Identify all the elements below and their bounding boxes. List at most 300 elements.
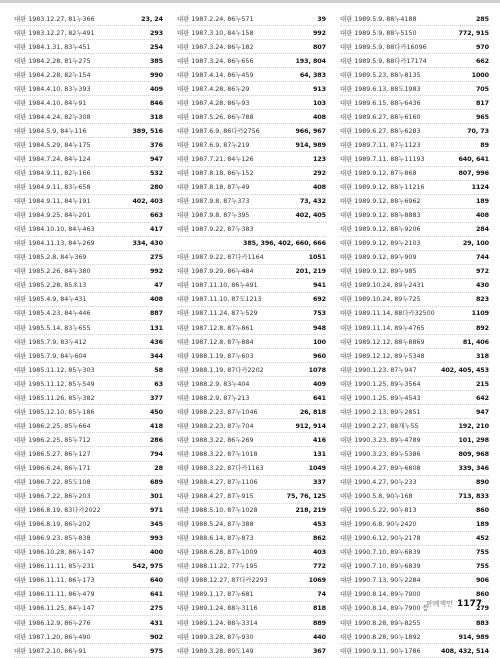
case-citation: 대판 1984.5.29, 84누175: [14, 140, 91, 149]
index-entry: [340, 82, 489, 96]
index-entry: [14, 26, 163, 40]
index-entry: [14, 68, 163, 82]
page-reference: 75, 76, 125: [286, 492, 326, 501]
index-entry: [14, 335, 163, 349]
case-citation: 대판 1986.7.22, 86누203: [14, 492, 91, 501]
page-reference: 377: [149, 393, 163, 402]
case-citation: 대판 1989.11.14, 88다카32500: [340, 309, 435, 318]
page-reference: 285: [475, 14, 489, 23]
index-entry: [340, 26, 489, 40]
case-citation: 대판 1989.9.12, 87누868: [340, 169, 417, 178]
page-reference: 436: [149, 337, 163, 346]
page-reference: 215: [475, 379, 489, 388]
index-entry: [14, 419, 163, 433]
page-reference: 334, 430: [132, 239, 163, 248]
case-citation: 대판 1987.2.10, 86누91: [14, 646, 87, 655]
case-citation: 대판 1989.1.24, 88누3314: [177, 618, 258, 627]
page-reference: 906: [475, 576, 489, 585]
case-citation: 대판 1986.2.25, 85누712: [14, 435, 91, 444]
page-reference: 1051: [308, 253, 326, 262]
case-citation: 대판 1984.4.24, 82누308: [14, 112, 91, 121]
page-reference: 403: [312, 548, 326, 557]
case-citation: 대판 1989.10.24, 89누725: [340, 295, 421, 304]
index-entry: [14, 54, 163, 68]
case-citation: 대판 1989.6.13, 88도1983: [340, 84, 421, 93]
case-citation: 대판 1990.5.22, 90누813: [340, 506, 417, 515]
index-entry: [340, 518, 489, 532]
case-citation: 대판 1987.9.22, 87누383: [177, 225, 254, 234]
page-reference: 663: [149, 211, 163, 220]
case-citation: 대판 1988.1.19, 87누603: [177, 351, 254, 360]
index-entry: [340, 476, 489, 490]
case-citation: 대판 1988.11.22, 77누195: [177, 562, 258, 571]
index-entry: [177, 68, 326, 82]
index-entry: [177, 349, 326, 363]
page-reference: 402, 405, 453: [440, 365, 489, 374]
page-reference: 689: [149, 478, 163, 487]
page-reference: 23, 24: [141, 14, 163, 23]
page-reference: 416: [312, 435, 326, 444]
case-citation: 대판 1987.12.8, 87누884: [177, 337, 254, 346]
case-citation: 대판 1989.11.14, 89누4765: [340, 323, 425, 332]
index-entry: [340, 546, 489, 560]
page-reference: 344: [149, 351, 163, 360]
case-citation: 대판 1984.2.28, 82누154: [14, 70, 91, 79]
index-entry: [14, 476, 163, 490]
case-citation: 대판 1989.10.24, 89누2431: [340, 281, 425, 290]
page-reference: 947: [149, 154, 163, 163]
index-entry: [177, 321, 326, 335]
index-entry: [177, 251, 326, 265]
case-citation: 대판 1987.9.8, 87누395: [177, 211, 250, 220]
page-reference: 286: [149, 435, 163, 444]
case-citation: 대판 1987.2.24, 86누571: [177, 14, 254, 23]
case-citation: 대판 1987.6.9, 86다카2756: [177, 126, 260, 135]
page-reference: 662: [475, 56, 489, 65]
index-entry: [340, 265, 489, 279]
case-citation: 대판 1989.9.12, 88누11216: [340, 183, 425, 192]
case-citation: 대판 1987.11.10, 87도1213: [177, 295, 262, 304]
case-citation: 대판 1990.2.27, 88재누55: [340, 421, 419, 430]
page-reference: 1049: [308, 464, 326, 472]
index-entry: [14, 321, 163, 335]
index-entry: [340, 616, 489, 630]
index-entry: [177, 433, 326, 447]
index-entry: [340, 391, 489, 405]
page-reference: 947: [475, 407, 489, 416]
case-citation: 대판 1986.10.28, 86누147: [14, 548, 95, 557]
case-citation: 대판 1990.3.23, 89누5386: [340, 449, 421, 458]
index-entry: [340, 54, 489, 68]
case-citation: 대판 1989.9.12, 89누909: [340, 253, 417, 262]
index-entry: [14, 265, 163, 279]
case-citation: 대판 1989.5.9, 88누4188: [340, 14, 417, 23]
page-reference: 292: [312, 169, 326, 178]
index-entry: [14, 138, 163, 152]
page-reference: 192, 210: [458, 421, 489, 430]
page-reference: 70, 73: [467, 126, 489, 135]
page-reference: 201, 219: [295, 267, 326, 276]
page-reference: 640, 641: [458, 154, 489, 163]
case-citation: 대판 1984.9.11, 82누166: [14, 169, 91, 178]
index-entry: [177, 335, 326, 349]
page-reference: 301: [149, 492, 163, 501]
index-entry: [177, 504, 326, 518]
page-reference: 279: [475, 604, 489, 613]
index-entry: [177, 152, 326, 166]
case-citation: 대판 1987.4.28, 86누29: [177, 84, 250, 93]
page-reference: 275: [149, 604, 163, 613]
case-citation: 대판 1988.4.27, 87누915: [177, 492, 254, 501]
page-reference: 640: [149, 576, 163, 585]
page-reference: 883: [475, 618, 489, 627]
index-entry: [14, 209, 163, 223]
index-entry: [340, 138, 489, 152]
index-entry: [14, 82, 163, 96]
case-citation: 대판 1990.1.25, 89누3564: [340, 379, 421, 388]
case-citation: 대판 1987.9.8, 87누373: [177, 197, 250, 206]
index-entry: [177, 560, 326, 574]
index-entry: [340, 419, 489, 433]
index-entry: [177, 546, 326, 560]
case-citation: 대판 1984.9.11, 84누191: [14, 197, 91, 206]
page-reference: 402, 405: [295, 211, 326, 220]
index-entry: [340, 152, 489, 166]
index-entry: [14, 279, 163, 293]
page-reference: 772, 915: [458, 28, 489, 37]
index-entry: [14, 518, 163, 532]
case-citation: 대판 1990.8.14, 89누7900 등: [340, 604, 429, 613]
page-reference: 641: [312, 393, 326, 402]
case-citation: 대판 1989.7.11, 88누11193: [340, 154, 425, 163]
case-citation: 대판 1990.7.10, 89누6839: [340, 562, 421, 571]
index-entry: [340, 279, 489, 293]
index-entry: [340, 321, 489, 335]
index-entry: [14, 644, 163, 658]
case-citation: 대판 1988.3.22, 86누269: [177, 435, 254, 444]
page-reference: 275: [149, 253, 163, 262]
index-entry: [14, 616, 163, 630]
page-reference: 960: [312, 351, 326, 360]
case-citation: 대판 1986.9.23, 85누838: [14, 534, 91, 543]
page-reference: 966, 967: [295, 126, 326, 135]
page-reference: 337: [312, 478, 326, 487]
case-citation: 대판 1985.7.9, 83누412: [14, 337, 87, 346]
page-reference: 400: [149, 548, 163, 557]
page-reference: 887: [149, 309, 163, 318]
index-entry: [340, 433, 489, 447]
page-reference: 101, 298: [458, 435, 489, 444]
page-reference: 744: [475, 253, 489, 262]
index-entry: [177, 616, 326, 630]
case-citation: 대판 1987.3.24, 86누182: [177, 42, 254, 51]
index-entry: [340, 462, 489, 476]
case-citation: 대판 1987.1.20, 86누490: [14, 632, 91, 641]
page-reference: 47: [154, 281, 163, 290]
page-reference: 28: [154, 464, 163, 472]
case-citation: 대판 1989.9.12, 89누985: [340, 267, 417, 276]
case-citation: 대판 1984.2.28, 81누275: [14, 56, 91, 65]
page-reference: 860: [475, 590, 489, 599]
index-entry: [177, 419, 326, 433]
page-reference: 817: [475, 98, 489, 107]
page-reference: 972: [475, 267, 489, 276]
case-citation: 대판 1987.9.29, 86누484: [177, 267, 254, 276]
page-reference: 280: [149, 183, 163, 192]
page-reference: 189: [475, 520, 489, 529]
index-entry: [14, 363, 163, 377]
case-citation: 대판 1989.9.12, 88누9206: [340, 225, 421, 234]
index-entry: [177, 462, 326, 476]
case-citation: 대판 1986.5.27, 86누127: [14, 449, 91, 458]
page-reference: 26, 818: [299, 407, 326, 416]
case-citation: 대판 1988.5.10, 87누1028: [177, 506, 258, 515]
page-reference: 823: [475, 295, 489, 304]
index-entry: [177, 40, 326, 54]
index-entry: [14, 504, 163, 518]
page-reference: 39: [317, 14, 326, 23]
index-entry: [14, 96, 163, 110]
page-reference: 992: [149, 267, 163, 276]
index-entry: [14, 546, 163, 560]
case-citation: 대판 1988.2.9, 87누213: [177, 393, 250, 402]
case-citation: 대판 1988.2.23, 87누704: [177, 421, 254, 430]
index-entry: [14, 433, 163, 447]
index-entry: [340, 293, 489, 307]
case-citation: 대판 1985.4.23, 84누446: [14, 309, 91, 318]
case-citation: 대판 1989.6.15, 88누6436: [340, 98, 421, 107]
case-citation: 대판 1987.5.26, 86누788: [177, 112, 254, 121]
index-entry: [340, 195, 489, 209]
index-entry: [340, 124, 489, 138]
case-citation: 대판 1990.8.28, 89누8255: [340, 618, 421, 627]
page-reference: 818: [312, 604, 326, 613]
index-entry: [14, 377, 163, 391]
case-citation: 대판 1989.1.24, 88누3116: [177, 604, 258, 613]
case-citation: 대판 1988.5.24, 87누388: [177, 520, 254, 529]
index-entry: [14, 110, 163, 124]
page-reference: 218, 219: [295, 506, 326, 515]
case-citation: 대판 1986.11.25, 84누147: [14, 604, 95, 613]
case-citation: 대판 1984.11.13, 84누269: [14, 239, 95, 248]
case-citation: 대판 1990.6.12, 90누2178: [340, 534, 421, 543]
page-reference: 794: [149, 449, 163, 458]
index-entry: [177, 447, 326, 461]
case-index-columns: [14, 12, 490, 658]
page-reference: 318: [475, 351, 489, 360]
index-entry: [177, 293, 326, 307]
page-reference: 753: [312, 309, 326, 318]
page-reference: 385, 396, 402, 660, 666: [242, 239, 326, 248]
index-entry: [177, 110, 326, 124]
case-citation: 대판 1987.9.22, 87다카1164: [177, 253, 264, 262]
index-entry: [340, 349, 489, 363]
page-reference: 417: [149, 225, 163, 234]
page-reference: 990: [149, 70, 163, 79]
page-reference: 409: [312, 379, 326, 388]
top-rule: [0, 0, 500, 3]
case-citation: 대판 1984.4.10, 83누393: [14, 84, 91, 93]
case-citation: 대판 1990.4.27, 90누233: [340, 478, 417, 487]
index-entry: [340, 630, 489, 644]
case-citation: 대판 1987.8.18, 86누152: [177, 169, 254, 178]
case-citation: 대판 1985.12.10, 85누186: [14, 407, 95, 416]
page-reference: 860: [475, 506, 489, 515]
page-reference: 64, 383: [299, 70, 326, 79]
index-entry: [14, 195, 163, 209]
index-entry: [340, 223, 489, 237]
case-citation: 대판 1985.11.12, 85누549: [14, 379, 95, 388]
index-entry: [177, 265, 326, 279]
index-entry: [177, 96, 326, 110]
page-reference: 408: [312, 183, 326, 192]
index-entry: [177, 181, 326, 195]
page-reference: 103: [312, 98, 326, 107]
index-entry: [14, 405, 163, 419]
index-entry: [177, 574, 326, 588]
page-reference: 408: [312, 112, 326, 121]
index-entry: [340, 363, 489, 377]
index-entry: [340, 490, 489, 504]
case-citation: 대판 1986.8.19, 83다카2022: [14, 506, 101, 515]
page-reference: 913: [312, 84, 326, 93]
case-citation: 대판 1985.2.28, 85초13: [14, 281, 87, 290]
page-reference: 389, 516: [132, 126, 163, 135]
page-reference: 385: [149, 56, 163, 65]
page-reference: 755: [475, 548, 489, 557]
page-reference: 772: [312, 562, 326, 571]
case-citation: 대판 1985.5.14, 83누655: [14, 323, 91, 332]
index-entry: [177, 82, 326, 96]
index-entry: [340, 560, 489, 574]
case-citation: 대판 1990.6.8, 90누2420: [340, 520, 417, 529]
page-reference: 450: [149, 407, 163, 416]
page-reference: 862: [312, 534, 326, 543]
page-reference: 1124: [471, 183, 489, 192]
case-citation: 대판 1987.4.28, 86누93: [177, 98, 250, 107]
index-entry: [14, 152, 163, 166]
index-entry: [340, 532, 489, 546]
case-citation: 대판 1989.12.12, 89누5348: [340, 351, 425, 360]
case-citation: 대판 1987.4.14, 86누459: [177, 70, 254, 79]
index-entry: [340, 237, 489, 251]
case-citation: 대판 1990.5.8, 90누168: [340, 492, 413, 501]
case-citation: 대판 1985.2.26, 84누380: [14, 267, 91, 276]
case-citation: 대판 1984.5.9, 84누116: [14, 126, 87, 135]
index-entry: [14, 602, 163, 616]
index-entry: [340, 335, 489, 349]
case-citation: 대판 1990.1.25, 89누4543: [340, 393, 421, 402]
case-citation: 대판 1984.10.10, 84누463: [14, 225, 95, 234]
page-reference: 692: [312, 295, 326, 304]
index-entry: [14, 181, 163, 195]
index-entry: [14, 560, 163, 574]
case-citation: 대판 1989.5.23, 88누8135: [340, 70, 421, 79]
case-citation: 대판 1985.11.26, 85누382: [14, 393, 95, 402]
case-citation: 대판 1990.8.14, 89누7900: [340, 590, 421, 599]
index-entry: [14, 223, 163, 237]
page-reference: 100: [312, 337, 326, 346]
case-citation: 대판 1986.11.11, 85누231: [14, 562, 95, 571]
page-reference: 452: [475, 534, 489, 543]
index-entry: [14, 588, 163, 602]
page-reference: 408: [149, 295, 163, 304]
index-entry: [14, 462, 163, 476]
page-reference: 430: [475, 281, 489, 290]
page-reference: 409: [149, 84, 163, 93]
index-entry: [340, 181, 489, 195]
index-entry: [177, 223, 326, 237]
page-reference: 902: [149, 632, 163, 641]
case-citation: 대판 1985.7.9, 84누604: [14, 351, 87, 360]
page-footer: [426, 599, 482, 609]
case-citation: 대판 1985.4.9, 84누431: [14, 295, 87, 304]
case-citation: 대판 1988.6.28, 87누1009: [177, 548, 258, 557]
index-entry: [177, 237, 326, 251]
index-entry: [177, 377, 326, 391]
page-reference: 1000: [471, 70, 489, 79]
case-citation: 대판 1989.1.17, 87누681: [177, 590, 254, 599]
case-citation: 대판 1990.7.10, 89누6839: [340, 548, 421, 557]
index-entry: [177, 630, 326, 644]
page-number: 1177: [456, 599, 482, 609]
case-citation: 대판 1989.5.9, 88다카17174: [340, 56, 427, 65]
index-entry: [340, 447, 489, 461]
index-entry: [340, 68, 489, 82]
case-citation: 대판 1988.3.22, 87누1018: [177, 449, 258, 458]
footer-section-label: 판례색인: [425, 600, 453, 608]
index-entry: [177, 476, 326, 490]
index-entry: [14, 532, 163, 546]
index-column-1: [14, 12, 163, 658]
page-reference: 912, 914: [295, 421, 326, 430]
case-citation: 대판 1989.5.9, 88다카16096: [340, 42, 427, 51]
page-reference: 89: [480, 140, 489, 149]
page-reference: 345: [149, 520, 163, 529]
case-citation: 대판 1990.2.13, 89누2851: [340, 407, 421, 416]
page-reference: 254: [149, 42, 163, 51]
index-entry: [14, 12, 163, 26]
page-reference: 408, 432, 514: [440, 646, 489, 655]
index-entry: [177, 54, 326, 68]
page-reference: 713, 833: [458, 492, 489, 501]
index-entry: [177, 307, 326, 321]
index-entry: [14, 40, 163, 54]
case-citation: 대판 1988.12.27, 87다카2293: [177, 576, 268, 585]
index-entry: [340, 167, 489, 181]
case-citation: 대판 1990.9.11, 90누1786: [340, 646, 421, 655]
case-citation: 대판 1983.12.27, 81누366: [14, 14, 95, 23]
case-citation: 대판 1989.9.12, 88누6962: [340, 197, 421, 206]
index-entry: [177, 644, 326, 658]
case-citation: 대판 1989.12.12, 88누8869: [340, 337, 425, 346]
case-citation: 대판 1985.11.12, 85누303: [14, 365, 95, 374]
index-entry: [177, 602, 326, 616]
case-citation: 대판 1984.7.24, 84누124: [14, 154, 91, 163]
page-reference: 809, 968: [458, 449, 489, 458]
page-reference: 992: [312, 28, 326, 37]
index-entry: [177, 490, 326, 504]
page-reference: 965: [475, 112, 489, 121]
index-entry: [14, 490, 163, 504]
case-citation: 대판 1986.2.25, 85누664: [14, 421, 91, 430]
page-reference: 58: [154, 365, 163, 374]
index-entry: [340, 405, 489, 419]
index-entry: [14, 349, 163, 363]
page-reference: 532: [149, 169, 163, 178]
index-entry: [14, 574, 163, 588]
index-entry: [14, 251, 163, 265]
